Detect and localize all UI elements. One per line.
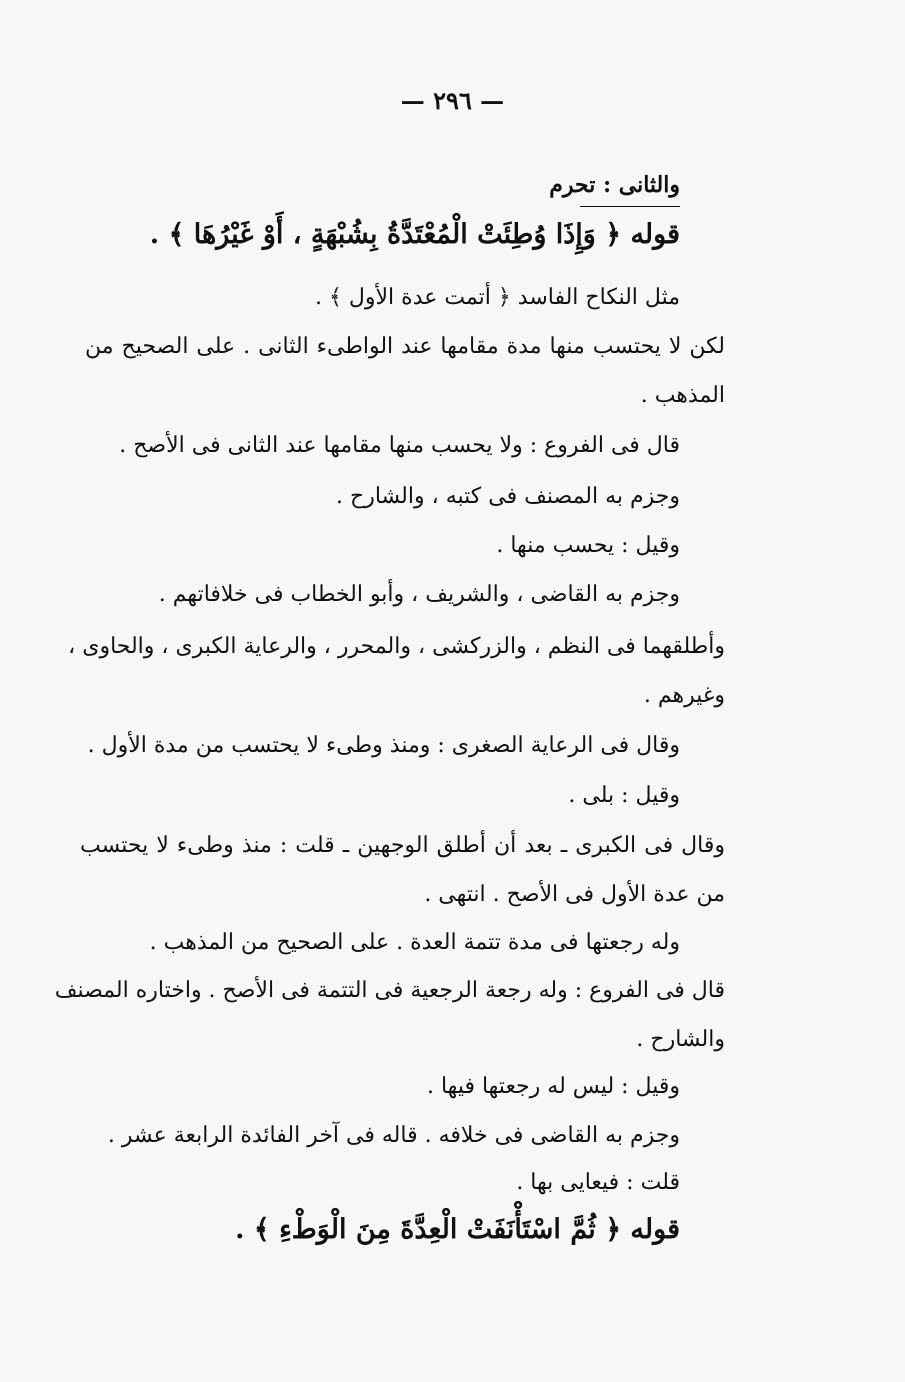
heading-underline (580, 206, 680, 207)
text-line: وغيرهم . (643, 683, 725, 708)
quote-heading: قوله ﴿ ثُمَّ اسْتَأْنَفَتْ الْعِدَّةَ مِنَ الْوَطْءِ ﴾ . (235, 1214, 680, 1245)
text-line: المذهب . (640, 383, 725, 408)
text-line: وقال فى الكبرى ـ بعد أن أطلق الوجهين ـ قلت : منذ وطىء لا يحتسب (80, 833, 725, 858)
text-line: وقيل : ليس له رجعتها فيها . (426, 1074, 680, 1099)
text-line: لكن لا يحتسب منها مدة مقامها عند الواطىء الثانى . على الصحيح من (85, 334, 725, 359)
text-line: وقال فى الرعاية الصغرى : ومنذ وطىء لا يحتسب من مدة الأول . (87, 733, 680, 758)
text-line: والثانى : تحرم (549, 172, 680, 198)
text-line: والشارح . (636, 1027, 725, 1052)
text-line: وجزم به القاضى ، والشريف ، وأبو الخطاب فى خلافاتهم . (158, 582, 680, 607)
text-line: مثل النكاح الفاسد ﴿ أتمت عدة الأول ﴾ . (315, 285, 680, 310)
text-line: قال فى الفروع : ولا يحسب منها مقامها عند الثانى فى الأصح . (119, 433, 680, 458)
quote-heading: قوله ﴿ وَإِذَا وُطِئَتْ الْمُعْتَدَّةُ بِشُبْهَةٍ ، أَوْ غَيْرُهَا ﴾ . (149, 219, 680, 250)
text-line: وله رجعتها فى مدة تتمة العدة . على الصحيح من المذهب . (149, 930, 680, 955)
text-line: من عدة الأول فى الأصح . انتهى . (424, 882, 725, 907)
text-line: وجزم به المصنف فى كتبه ، والشارح . (336, 484, 680, 509)
text-line: وقيل : بلى . (568, 783, 680, 808)
text-line: وجزم به القاضى فى خلافه . قاله فى آخر الفائدة الرابعة عشر . (107, 1123, 680, 1148)
page-number: — ٢٩٦ — (400, 86, 505, 115)
text-line: قلت : فيعايى بها . (516, 1170, 680, 1195)
text-line: وقيل : يحسب منها . (496, 533, 680, 558)
text-line: قال فى الفروع : وله رجعة الرجعية فى التتمة فى الأصح . واختاره المصنف (54, 978, 725, 1003)
text-line: وأطلقهما فى النظم ، والزركشى ، والمحرر ، والرعاية الكبرى ، والحاوى ، (68, 634, 725, 659)
